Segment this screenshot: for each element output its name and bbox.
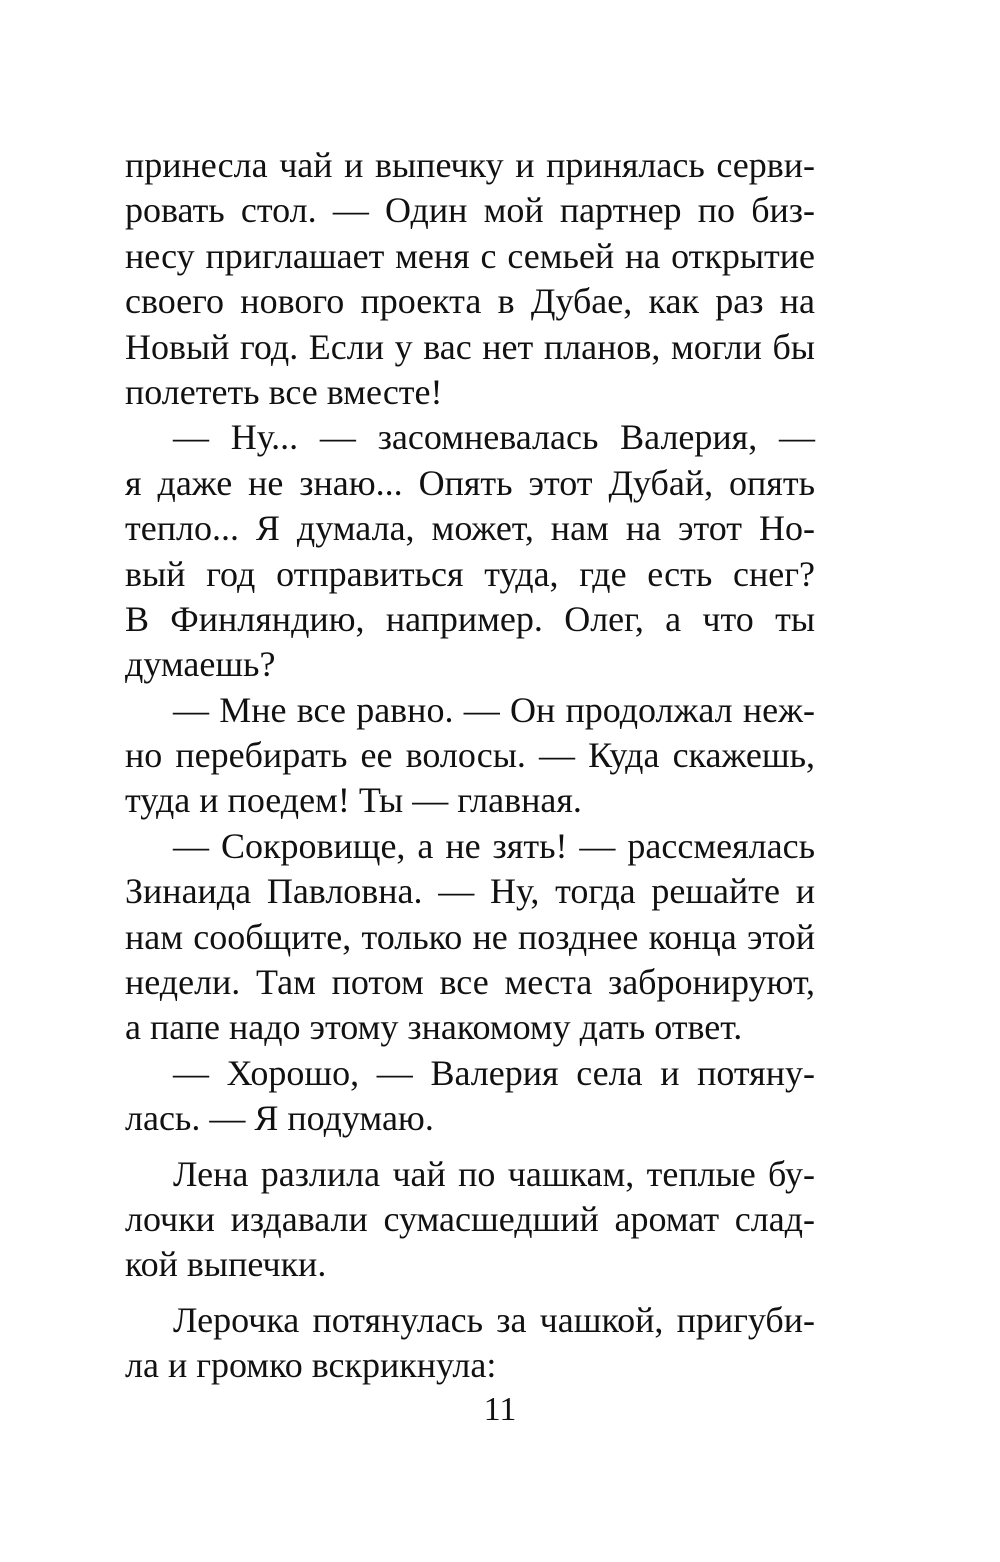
text-line: я даже не знаю... Опять этот Дубай, опять (125, 462, 815, 503)
text-line: нам сообщите, только не позднее конца этой (125, 916, 815, 957)
text-line: ла и громко вскрикнула: (125, 1345, 497, 1386)
text-line: своего нового проекта в Дубае, как раз на (125, 281, 815, 322)
text-line: тепло... Я думала, может, нам на этот Но- (125, 508, 815, 549)
text-line: Новый год. Если у вас нет планов, могли бы (125, 326, 815, 367)
text-line: кой выпечки. (125, 1244, 327, 1285)
body-text (125, 143, 815, 1389)
text-line: лочки издавали сумасшедший аромат слад- (125, 1198, 815, 1239)
text-line: вый год отправиться туда, где есть снег? (125, 553, 815, 594)
text-line: В Финляндию, например. Олег, а что ты (125, 598, 815, 639)
text-line: но перебирать ее волосы. — Куда скажешь, (125, 735, 815, 776)
text-line: Лена разлила чай по чашкам, теплые бу- (173, 1153, 815, 1194)
page-number: 11 (483, 1391, 517, 1428)
text-line: лась. — Я подумаю. (125, 1098, 434, 1139)
text-line: — Мне все равно. — Он продолжал неж- (173, 689, 815, 730)
text-line: недели. Там потом все места забронируют, (125, 962, 815, 1003)
text-line: а папе надо этому знакомому дать ответ. (125, 1007, 743, 1048)
paragraph-gap (125, 1288, 815, 1298)
text-line: полететь все вместе! (125, 371, 443, 412)
text-line: Лерочка потянулась за чашкой, пригуби- (173, 1299, 815, 1340)
text-line: Зинаида Павловна. — Ну, тогда решайте и (125, 871, 815, 912)
text-line: ровать стол. — Один мой партнер по биз- (125, 190, 815, 231)
text-line: туда и поедем! Ты — главная. (125, 780, 582, 821)
text-line: принесла чай и выпечку и принялась серви- (125, 145, 815, 185)
text-line: несу приглашает меня с семьей на открытие (125, 235, 815, 276)
text-line: думаешь? (125, 644, 276, 685)
text-line: — Хорошо, — Валерия села и потяну- (173, 1052, 815, 1093)
text-line: — Ну... — засомневалась Валерия, — (173, 417, 815, 458)
paragraph-gap (125, 1142, 815, 1152)
text-line: — Сокровище, а не зять! — рассмеялась (173, 825, 815, 866)
